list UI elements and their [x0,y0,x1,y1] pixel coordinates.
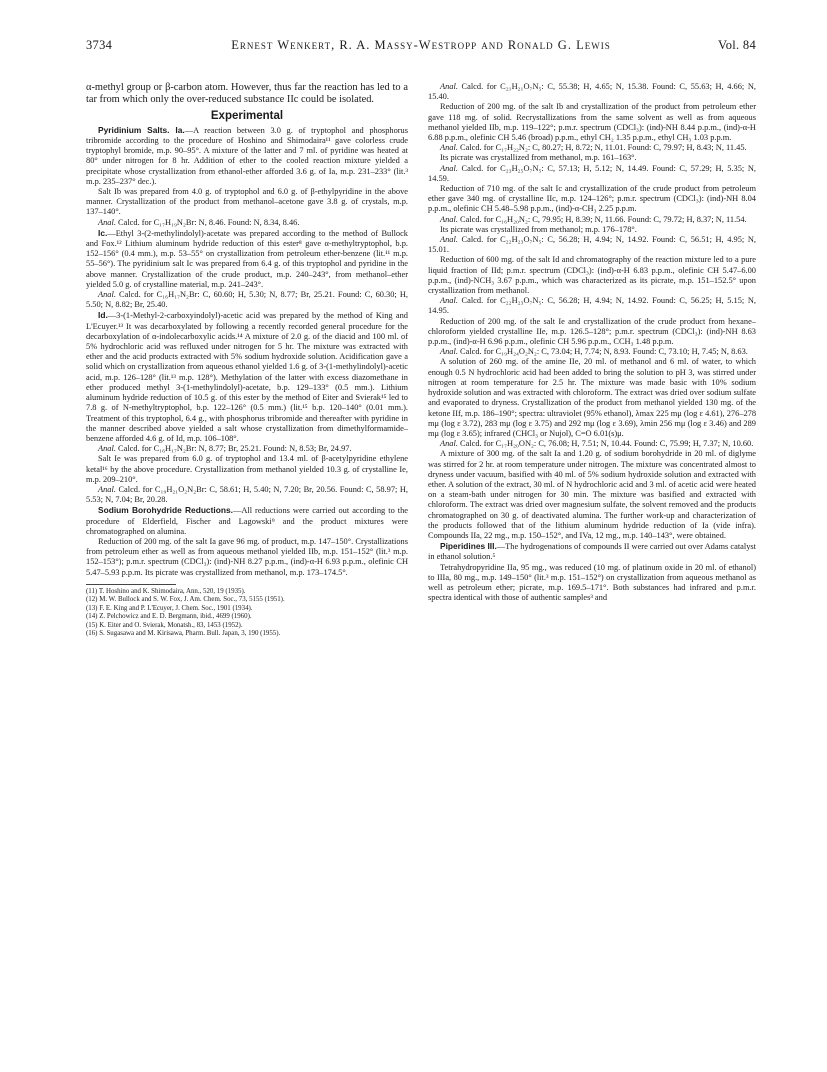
analysis-text: Calcd. for C₂₂H₂₃O₇N₅: C, 56.28; H, 4.94; N, 14.92. Found: C, 56.51; H, 4.95; N, 15.01. [428,235,756,255]
anal-label: Anal. [440,82,458,91]
paragraph-picrate-iic: Its picrate was crystallized from methanol; m.p. 176–178°. [440,224,637,234]
run-in-heading: Sodium Borohydride Reductions. [98,505,233,516]
analysis-ie [86,485,408,505]
analysis-text: Calcd. for C₂₁H₂₁O₇N₅: C, 55.38; H, 4.65; N, 15.38. Found: C, 55.63; H, 4.66; N, 15.40. [428,82,756,102]
anal-label: Anal. [440,163,458,173]
paragraph-text: —All reductions were carried out according to the procedure of Elderfield, Fischer and Lagowski⁹ and the product mixtures were chromatographed on alumina. [86,506,409,536]
paragraph-reduction-ic: Reduction of 710 mg. of the salt Ic and crystallization of the crude product from petroleum ether gave 340 mg. of crystalline IIc, m.p. 124–126°; p.m.r. spectrum (CDCl₃): (ind)-NH 8.04 p.p.m., olefinic CH 5.48–5.98 p.p.m., (ind)-α-CH₃ 2.25 p.p.m. [428,184,756,214]
footnote: (12) M. W. Bullock and S. W. Fox, J. Am. Chem. Soc., 73, 5155 (1951). [86,596,285,604]
paragraph-reduction-ib: Reduction of 200 mg. of the salt Ib and crystallization of the product from petroleum ether gave 118 mg. of solid. Recrystallizations from the same solvent as well as from aqueous methanol yielded IIb, m.p. 119–122°; p.m.r. spectrum (CDCl₃): (ind)-NH 8.44 p.p.m., (ind)-α-H 6.88 p.p.m., olefinic CH 5.46 (broad) p.p.m., ethyl CH₂ 1.35 p.p.m., ethyl CH₃ 1.03 p.p.m. [428,102,756,143]
analysis-iic [428,215,756,225]
analysis-text: Calcd. for C₂₂H₂₃O₇N₅: C, 56.28; H, 4.94; N, 14.92. Found: C, 56.25; H, 5.15; N, 14.95. [428,296,756,316]
paragraph-salt-ib: Salt Ib was prepared from 4.0 g. of tryptophol and 6.0 g. of β-ethylpyridine in the above manner. Crystallization of the product from methanol–acetone gave 3.8 g. of crystals, m.p. 137–140°. [86,187,408,217]
intro-paragraph: α-methyl group or β-carbon atom. However, thus far the reaction has led to a tar from which only the over-reduced substance IIc could be isolated. [86,82,408,106]
paragraph-borohydride [86,505,408,537]
footnote-divider [86,584,176,585]
running-authors: Ernest Wenkert, R. A. Massy-Westropp and Ronald G. Lewis [231,38,611,52]
page-number: 3734 [86,38,113,52]
left-column [86,82,408,639]
paragraph-text: —The hydrogenations of compounds II were carried out over Adams catalyst in ethanol solution.⁵ [428,542,756,562]
analysis-ic [86,290,408,310]
anal-label: Anal. [98,444,116,454]
analysis-text: Calcd. for C₁₉H₂₁O₂N₂Br: C, 58.61; H, 5.40; N, 7.20; Br, 20.56. Found: C, 58.97; H, 5.53; N, 7.04; Br, 20.28. [86,484,409,505]
paragraph-picrate-iib: Its picrate was crystallized from methanol, m.p. 161–163°. [440,153,637,163]
analysis-text: Calcd. for C₂₃H₂₅O₇N₅: C, 57.13; H, 5.12; N, 14.49. Found: C, 57.29; H, 5.35; N, 14.59. [428,163,756,183]
paragraph-tetrahydropyridine: Tetrahydropyridine IIa, 95 mg., was reduced (10 mg. of platinum oxide in 20 ml. of ethanol) to IIIa, 80 mg., m.p. 149–150° (lit.³ m.p. 151–152°) on crystallization from aqueous methanol as well as petroleum ether; picrate, m.p. 169.5–171°. Both substances had infrared and p.m.r. spectra identical with those of authentic samples³ and [428,562,756,603]
paragraph-text: —Ethyl 3-(2-methylindolyl)-acetate was prepared according to the method of Bullock and Fox.¹² Lithium aluminum hydride reduction of this ester⁸ gave α-methyltryptophol, b.p. 152–156° (0.4 mm.), m.p. 53–55° on crystallization from petroleum ether-benzene (lit.¹¹ m.p. 55–56°). The pyridinium salt Ic was prepared from 6.4 g. of this tryptophol and pyridine in the above manner. Crystallization of the crude product, m.p. 240–243°, from methanol–ether yielded 5.0 g. of crystalline material, m.p. 241–243°. [86,228,408,289]
anal-label: Anal. [440,143,458,153]
analysis-text: Calcd. for C₁₉H₂₄O₂N₂: C, 73.04; H, 7.74; N, 8.93. Found: C, 73.10; H, 7.45; N, 8.63. [460,347,748,357]
analysis-text: Calcd. for C₁₇H₂₂N₂: C, 80.27; H, 8.72; N, 11.01. Found: C, 79.97; H, 8.43; N, 11.45. [460,143,747,153]
right-column [428,82,756,603]
analysis-text: Calcd. for C₁₆H₂₀N₂: C, 79.95; H, 8.39; N, 11.66. Found: C, 79.72; H, 8.37; N, 11.54. [460,214,747,224]
anal-label: Anal. [440,439,458,449]
paragraph-reduction-ia: Reduction of 200 mg. of the salt Ia gave 96 mg. of product, m.p. 147–150°. Crystallizations from petroleum ether as well as from aqueous methanol yielded IIb, m.p. 151–152° (lit.³ m.p. 152–153°); p.m.r. spectrum (CDCl₃): (ind)-NH 8.27 p.p.m., (ind)-α-H 6.93 p.p.m., olefinic CH 5.47–5.93 p.p.m. Its picrate was crystallized from methanol, m.p. 173–174.5°. [86,536,408,577]
run-in-heading: Id. [98,310,108,321]
paragraph-pyridinium-salts [86,125,408,187]
analysis-picrate-iid [428,296,756,316]
run-in-heading: Ic. [98,227,108,238]
analysis-text: Calcd. for C₁₆H₁₇N₂Br: N, 8.77; Br, 25.21. Found: N, 8.53; Br, 24.97. [118,444,352,454]
footnote: (14) Z. Pelchowicz and E. D. Bergmann, ibid., 4699 (1960). [86,613,252,621]
footnote: (11) T. Hoshino and K. Shimodaira, Ann., 520, 19 (1935). [86,587,246,595]
paragraph-salt-ie: Salt Ie was prepared from 6.0 g. of tryptophol and 13.4 ml. of β-acetylpyridine ethylene ketal¹⁶ by the above procedure. Crystallization from methanol yielded 10.3 g. of crystalline Ie, m.p. 209–210°. [86,454,408,484]
anal-label: Anal. [440,214,458,224]
analysis-text: Calcd. for C₁₇H₁₉N₂Br: N, 8.46. Found: N, 8.34, 8.46. [118,217,300,227]
section-title-experimental: Experimental [210,109,284,122]
footnote: (16) S. Sugasawa and M. Kirisawa, Pharm. Bull. Japan, 3, 190 (1955). [86,630,281,638]
run-in-heading: Piperidines III. [440,541,497,552]
anal-label: Anal. [440,235,458,245]
footnote: (15) K. Eiter and O. Svierak, Monatsh., 83, 1453 (1952). [86,621,243,629]
anal-label: Anal. [98,484,116,494]
analysis-ib [86,218,408,228]
analysis-picrate-iic [428,235,756,255]
analysis-picrate-iia [428,82,756,102]
analysis-picrate-iib [428,164,756,184]
paragraph-ketone-iif: A solution of 260 mg. of the amine IIe, 20 ml. of methanol and 6 ml. of water, to which enough 0.5 N hydrochloric acid had been added to bring the solution to pH 3, was stirred under nitrogen at room temperature for 2.5 hr. The mixture was made basic with 10% sodium hydroxide solution and was extracted with chloroform. The extract was dried over sodium sulfate and evaporated to dryness. Crystallization of the product from methanol yielded 130 mg. of the ketone IIf, m.p. 186–190°; spectra: ultraviolet (95% ethanol), λmax 225 mμ (log ε 4.61), 276–278 mμ (log ε 3.72), 283 mμ (log ε 3.75) and 292 mμ (log ε 3.69), λmin 256 mμ (log ε 3.46) and 289 mμ (log ε 3.65); infrared (CHCl₃ or Nujol), C=O 6.01(s)μ. [428,357,757,438]
analysis-iif [428,439,756,449]
paragraph-reduction-ie: Reduction of 200 mg. of the salt Ie and crystallization of the crude product from hexane–chloroform yielded crystalline IIe, m.p. 126.5–128°; p.m.r. spectrum (CDCl₃): (ind)-NH 8.63 p.p.m., (ind)-α-H 6.96 p.p.m., olefinic CH 5.96 p.p.m., CCH₃ 1.48 p.p.m. [428,316,756,347]
analysis-text: Calcd. for C₁₇H₂₀ON₂: C, 76.08; H, 7.51; N, 10.44. Found: C, 75.99; H, 7.37; N, 10.60. [460,439,754,449]
paragraph-piperidines [428,541,756,562]
paragraph-text: —3-(1-Methyl-2-carboxyindolyl)-acetic acid was prepared by the method of King and L'Ecuyer.¹³ It was decarboxylated by following a recently recorded general procedure for the decarboxylation of α-indolecarboxylic acids.¹⁴ A mixture of 2.0 g. of the diacid and 100 ml. of 5% hydrochloric acid was refluxed under nitrogen for 5 hr. The mixture was extracted with ether and the acid products extracted with 5% sodium hydroxide solution. Acidification gave a solid which on crystallization from aqueous ethanol yielded 1.6 g. of 3-(1-methylindolyl)-acetic acid, m.p. 126–128° (lit.¹³ m.p. 128°). Methylation of the latter with excess diazomethane in ether produced methyl 3-(1-methylindolyl)-acetate, b.p. 129–133° (0.5 mm.). Lithium aluminum hydride reduction of 10.5 g. of this ester by the method of Eiter and Svierak¹⁵ led to 7.8 g. of N-methyltryptophol, b.p. 122–126° (0.5 mm.) (lit.¹⁵ b.p. 120–140° (0.01 mm.). Treatment of this tryptophol, 6.4 g., with phosphorus tribromide and thereafter with pyridine in the manner described above yielded a salt whose crystallization from dimethylformamide–benzene afforded 4.6 g. of Id, m.p. 106–108°. [86,311,408,443]
paragraph-reduction-id: Reduction of 600 mg. of the salt Id and chromatography of the reaction mixture led to a pure liquid fraction of IId; p.m.r. spectrum (CDCl₃): (ind)-α-H 6.83 p.p.m., olefinic CH 5.47–6.00 p.p.m., (ind)-NCH₃ 3.67 p.p.m., which was characterized as its picrate, m.p. 151–152.5° upon crystallization from methanol. [428,255,756,296]
volume-number: Vol. 84 [718,38,756,52]
page-header [86,38,756,56]
analysis-id [86,444,408,454]
anal-label: Anal. [98,290,116,300]
anal-label: Anal. [98,217,116,227]
analysis-text: Calcd. for C₁₆H₁₇N₂Br: C, 60.60; H, 5.30; N, 8.77; Br, 25.21. Found: C, 60.30; H, 5.50; N, 8.82; Br, 25.40. [86,290,408,310]
anal-label: Anal. [440,296,458,306]
paragraph-id [86,310,408,444]
footnote: (13) F. E. King and P. L'Ecuyer, J. Chem. Soc., 1901 (1934). [86,604,253,612]
analysis-iie [428,347,756,357]
anal-label: Anal. [440,347,458,357]
run-in-heading: Pyridinium Salts. Ia. [98,124,185,135]
paragraph-diglyme-reduction: A mixture of 300 mg. of the salt Ia and 1.20 g. of sodium borohydride in 20 ml. of diglyme was stirred for 2 hr. at room temperature under nitrogen. The mixture was concentrated almost to dryness under vacuum, basified with 40 ml. of 5% sodium hydroxide solution and extracted with ether. A solution of the extract, 30 ml. of N hydrochloric acid and 3 ml. of acetic acid were heated on a steam-bath under nitrogen for 30 min. The mixture was basified and extracted with chloroform. The extract was dried over magnesium sulfate, the solvent removed and the products chromatographed on 30 g. of deactivated alumina. The further work-up and characterization of the products followed that of the lithium aluminum hydride reduction of Ia (vide infra). Compounds IIa, 22 mg., m.p. 150–152°, and IVa, 12 mg., m.p. 140–143°, were obtained. [428,449,756,540]
paragraph-ic [86,228,408,290]
paragraph-text: —A reaction between 3.0 g. of tryptophol and phosphorus tribromide according to the procedure of Hoshino and Shimodaira¹¹ gave colorless crude tryptophyl bromide, m.p. 90–95°. A mixture of the latter and 7 ml. of pyridine was heated at 80° under nitrogen for 8 hr. Addition of ether to the cooled reaction mixture yielded a precipitate whose crystallization from ethanol-ether afforded 3.6 g. of Ia, m.p. 231–233° (lit.³ m.p. 235–237° dec.). [86,125,408,186]
analysis-iib [428,143,756,153]
